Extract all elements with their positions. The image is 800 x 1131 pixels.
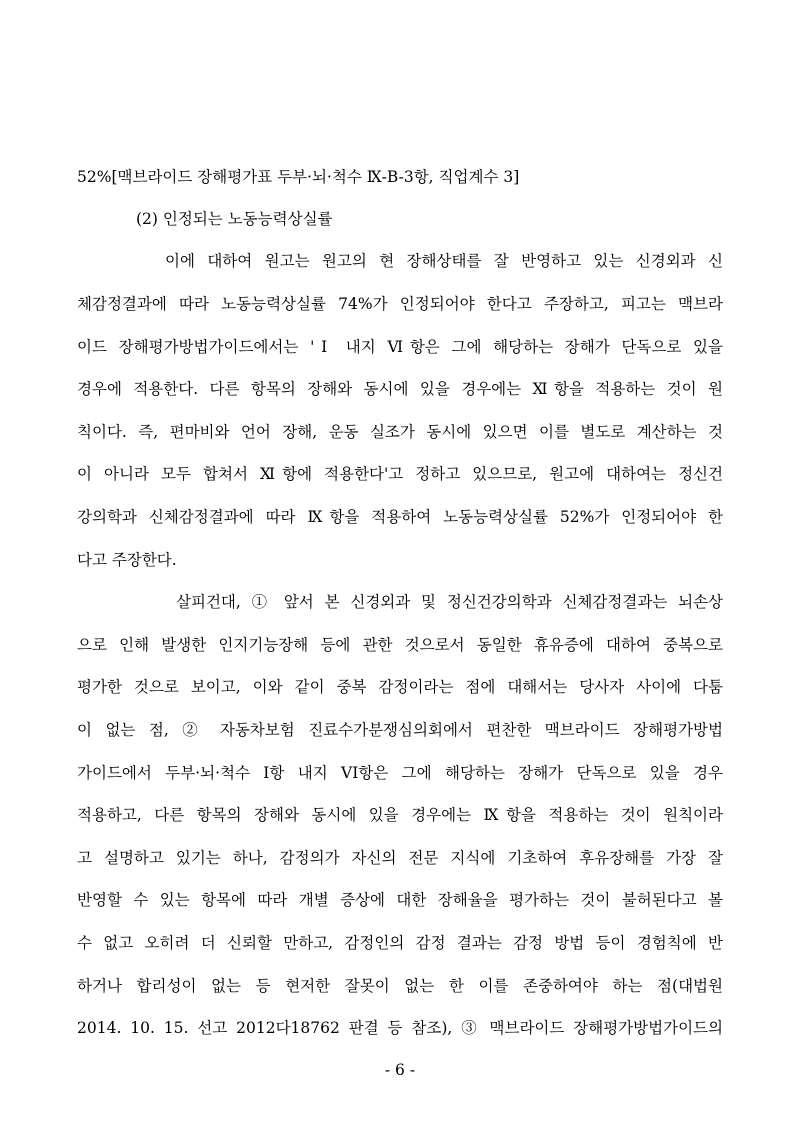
text-line: 다고 주장한다. (77, 551, 177, 569)
section-heading: (2) 인정되는 노동능력상실률 (136, 210, 333, 228)
page-number: - 6 - (384, 1061, 416, 1079)
text-line: 고 설명하고 있기는 하나, 감정의가 자신의 전문 지식에 기초하여 후유장해를 가장 잘 (77, 849, 723, 867)
text-line: 이에 대하여 원고는 원고의 현 장해상태를 잘 반영하고 있는 신경외과 신 (165, 252, 723, 270)
text-line: 하거나 합리성이 없는 등 현저한 잘못이 없는 한 이를 존중하여야 하는 점(대법원 (77, 977, 723, 995)
text-line: 칙이다. 즉, 편마비와 언어 장해, 운동 실조가 동시에 있으면 이를 별도로 계산하는 것 (77, 423, 723, 441)
text-line: 가이드에서 두부·뇌·척수 I항 내지 VI항은 그에 해당하는 장해가 단독으로 있을 경우 (77, 764, 723, 782)
text-line: 이 없는 점, ② 자동차보험 진료수가분쟁심의회에서 편찬한 맥브라이드 장해평가방법 (77, 721, 723, 739)
text-line: 평가한 것으로 보이고, 이와 같이 중복 감정이라는 점에 대해서는 당사자 사이에 다툼 (77, 678, 723, 696)
text-line: 52%[맥브라이드 장해평가표 두부·뇌·척수 Ⅸ-B-3항, 직업계수 3] (77, 168, 520, 186)
text-line: 적용하고, 다른 항목의 장해와 동시에 있을 경우에는 Ⅸ항을 적용하는 것이 원칙이라 (77, 806, 723, 824)
text-line: 이드 장해평가방법가이드에서는 'Ⅰ 내지 Ⅵ항은 그에 해당하는 장해가 단독으로 있을 (77, 338, 723, 356)
text-line: 강의학과 신체감정결과에 따라 Ⅸ항을 적용하여 노동능력상실률 52%가 인정되어야 한 (77, 508, 723, 526)
text-line: 으로 인해 발생한 인지기능장해 등에 관한 것으로서 동일한 휴유증에 대하여 중복으로 (77, 636, 723, 654)
text-line: 체감정결과에 따라 노동능력상실률 74%가 인정되어야 한다고 주장하고, 피고는 맥브라 (77, 295, 723, 313)
text-line: 이 아니라 모두 합쳐서 Ⅺ항에 적용한다'고 정하고 있으므로, 원고에 대하여는 정신건 (77, 465, 723, 483)
text-line: 반영할 수 있는 항목에 따라 개별 증상에 대한 장해율을 평가하는 것이 불허된다고 볼 (77, 891, 723, 909)
text-line: 수 없고 오히려 더 신뢰할 만하고, 감정인의 감정 결과는 감정 방법 등이 경험칙에 반 (77, 934, 723, 952)
text-line: 살피건대, ① 앞서 본 신경외과 및 정신건강의학과 신체감정결과는 뇌손상 (176, 593, 723, 611)
text-line: 경우에 적용한다. 다른 항목의 장해와 동시에 있을 경우에는 Ⅺ항을 적용하는 것이 원 (77, 380, 723, 398)
text-line: 2014. 10. 15. 선고 2012다18762 판결 등 참조), ③ 맥브라이드 장해평가방법가이드의 (77, 1019, 723, 1037)
